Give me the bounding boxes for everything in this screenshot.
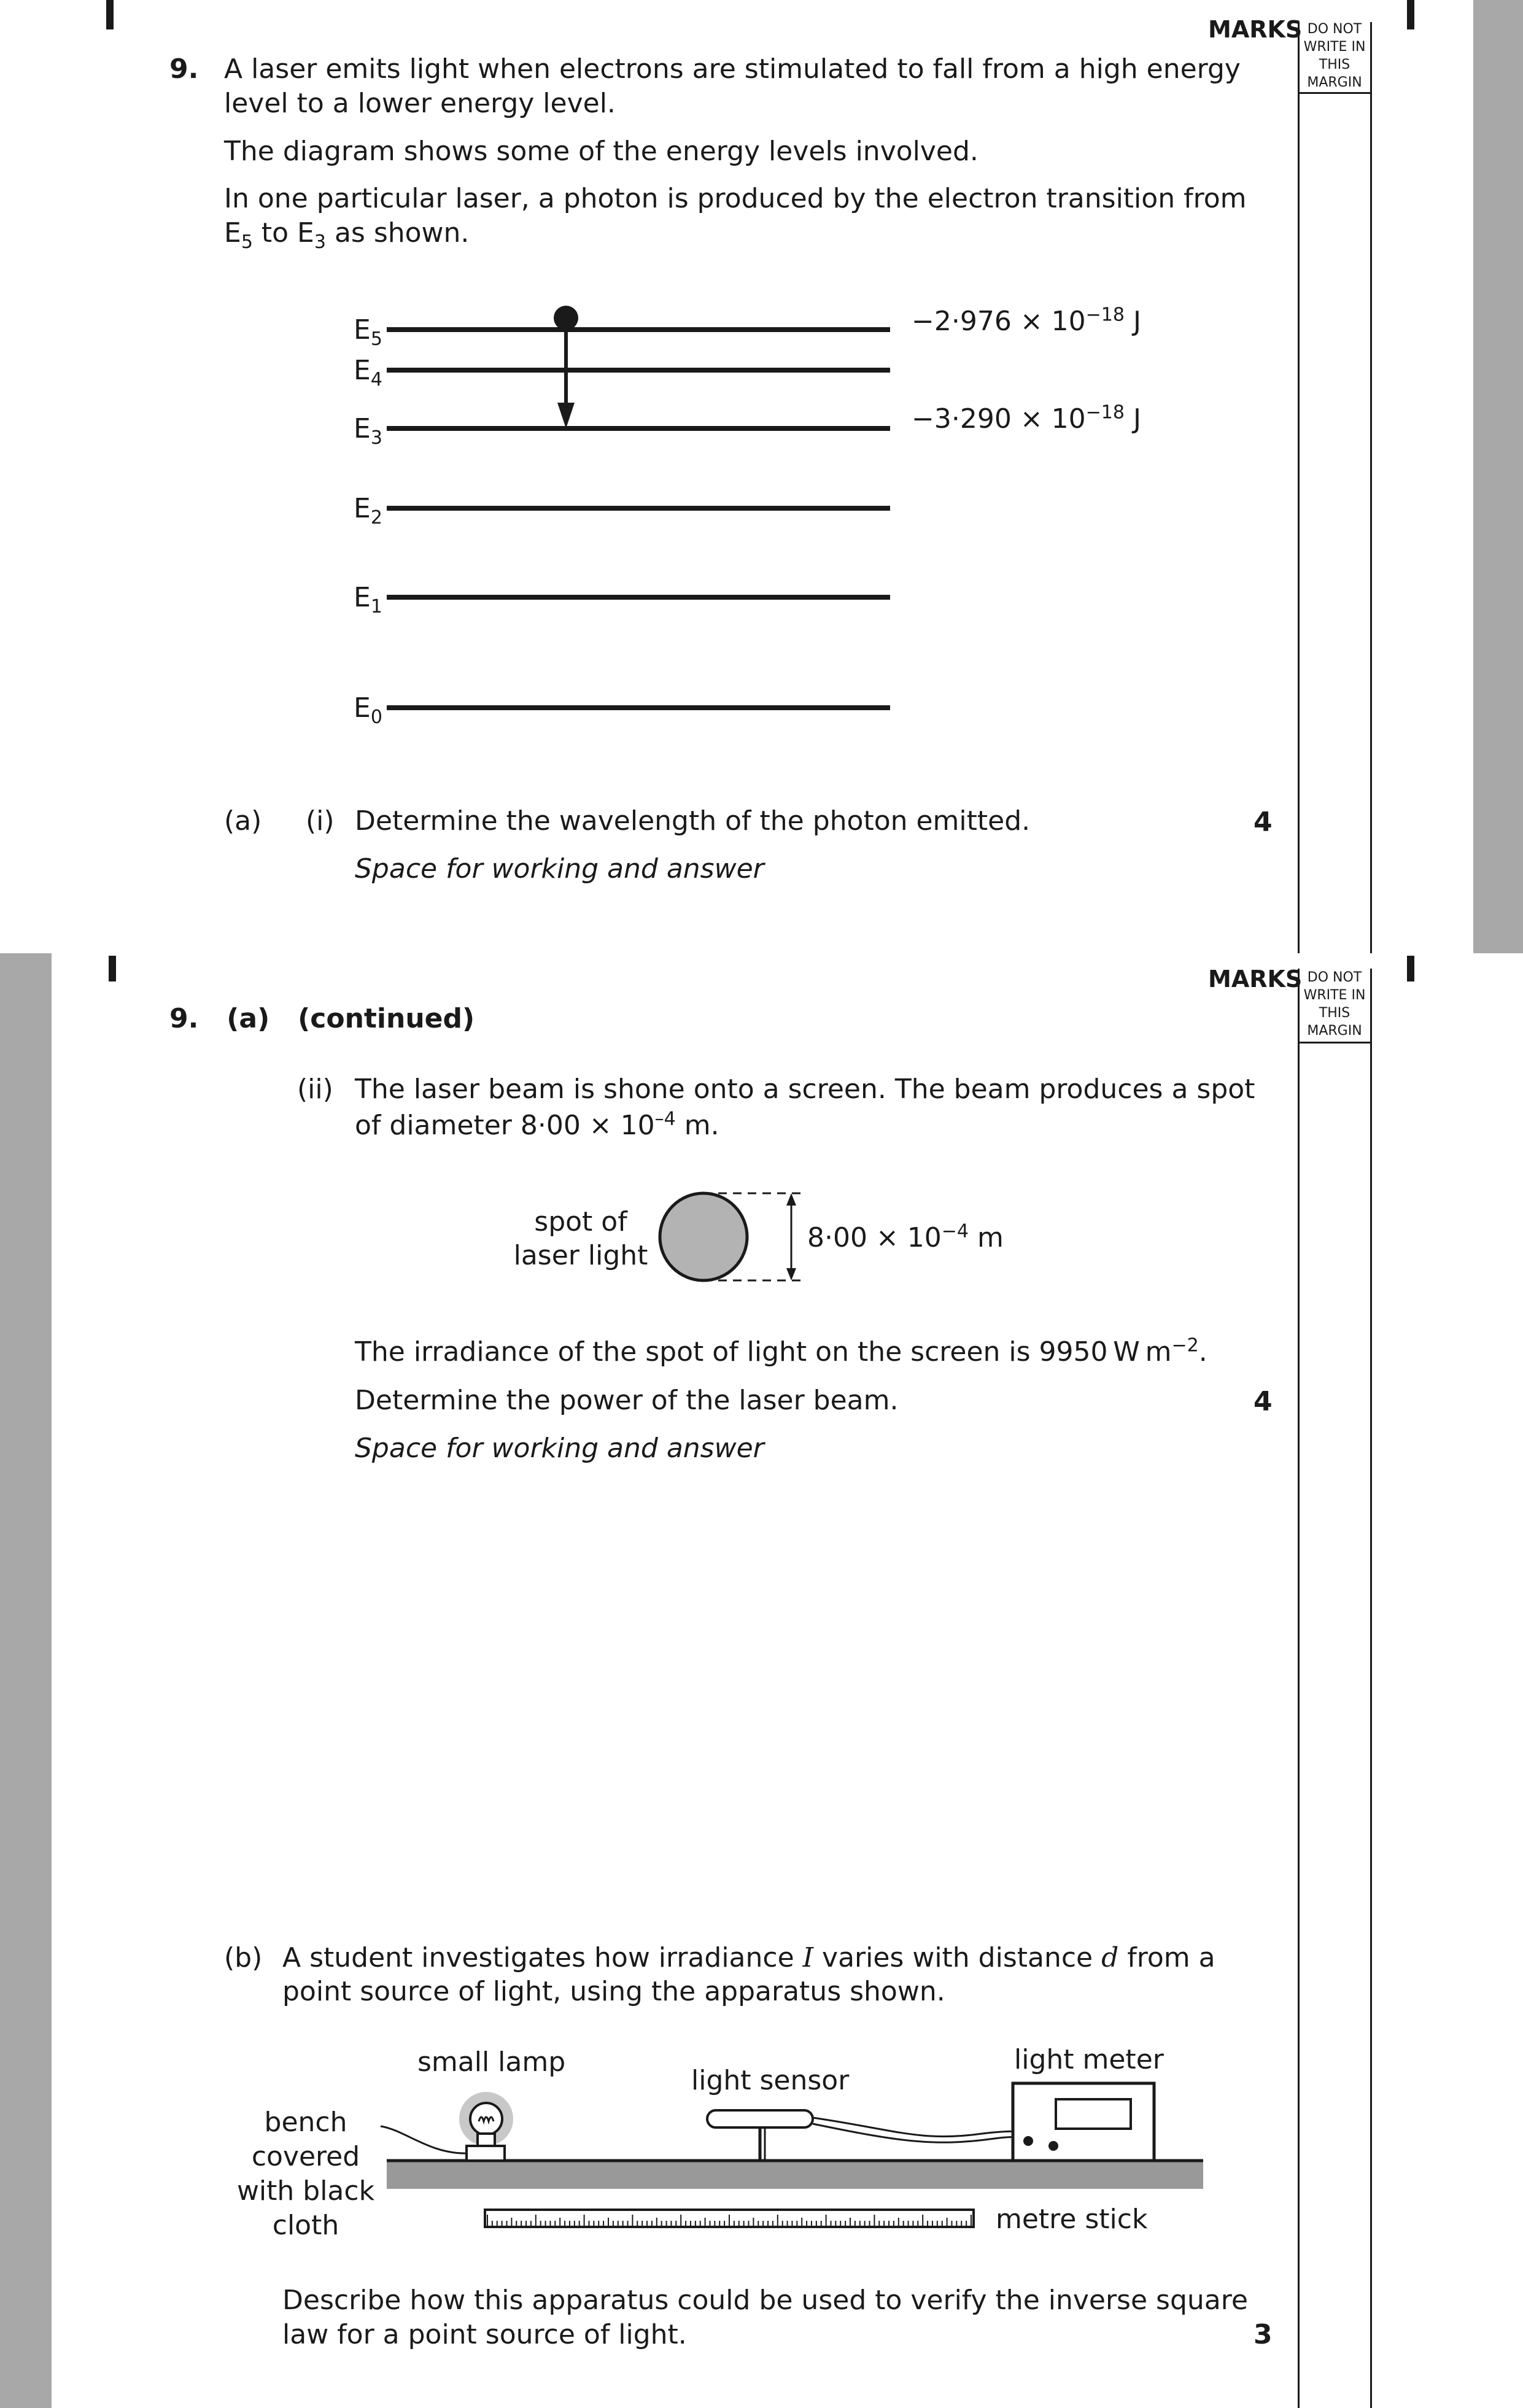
label-light-meter: light meter [1014, 2044, 1164, 2075]
intro-line-2: level to a lower energy level. [224, 88, 616, 119]
part-aii-label: (ii) [297, 1074, 333, 1105]
meter-display [1056, 2099, 1131, 2129]
label-metre-stick: metre stick [996, 2204, 1148, 2235]
part-ai-label: (i) [306, 805, 335, 837]
level-label-e3: $E_3$ [354, 413, 382, 449]
part-ai-text: Determine the wavelength of the photon emitted. [355, 805, 1031, 837]
label-light-sensor: light sensor [691, 2065, 850, 2096]
working-prompt: Space for working and answer [355, 1433, 764, 1464]
working-prompt: Space for working and answer [355, 853, 764, 885]
level-label-e4: $E_4$ [354, 355, 382, 390]
part-aii-marks: 4 [1254, 1386, 1273, 1417]
meter-terminal [1023, 2136, 1033, 2146]
irradiance-statement: The irradiance of the spot of light on the screen is 9950 W $m^{-2}$. [355, 1334, 1207, 1368]
margin-note: DO NOT WRITE IN THIS MARGIN [1303, 21, 1366, 90]
part-b-marks: 3 [1254, 2319, 1273, 2350]
transition-line-2: $E_5$ to $E_3$ as shown. [224, 217, 470, 253]
level-label-e1: $E_1$ [354, 582, 382, 617]
marks-header: MARKS [1208, 966, 1303, 993]
spot-label-line-2: laser light [513, 1240, 648, 1271]
spot-label-line-1: spot of [534, 1206, 627, 1237]
transition-line-1: In one particular laser, a photon is produced by the electron transition from [224, 183, 1247, 214]
level-label-e0: $E_0$ [354, 692, 382, 728]
part-ai-marks: 4 [1254, 807, 1273, 838]
lamp-bulb [470, 2103, 502, 2135]
energy-value-e5: $-2\cdot 976 \times 10^{-18}$ J [912, 304, 1141, 337]
describe-line-1: Describe how this apparatus could be used to verify the inverse square [282, 2285, 1248, 2316]
label-bench: bench covered with black cloth [236, 2107, 375, 2241]
level-label-e5: $E_5$ [354, 314, 382, 350]
aii-line-2: of diameter $8\cdot 00 \times 10^{-4}$ m. [355, 1108, 719, 1141]
diagram-intro: The diagram shows some of the energy levels involved. [224, 136, 979, 167]
label-small-lamp: small lamp [417, 2046, 566, 2078]
lamp-base [467, 2146, 505, 2161]
power-prompt: Determine the power of the laser beam. [355, 1385, 899, 1416]
intro-line-1: A laser emits light when electrons are stimulated to fall from a high energy [224, 53, 1241, 85]
describe-line-2: law for a point source of light. [282, 2319, 687, 2350]
energy-value-e3: $-3\cdot 290 \times 10^{-18}$ J [912, 401, 1141, 435]
question-number: 9. [169, 53, 199, 85]
light-sensor [707, 2110, 813, 2127]
b-line-1: A student investigates how irradiance I varies with distance d from a [282, 1942, 1215, 1973]
aii-line-1: The laser beam is shone onto a screen. The beam produces a spot [355, 1074, 1255, 1105]
lamp-holder [478, 2134, 495, 2146]
part-a-label: (a) [224, 805, 262, 837]
lamp-cable [381, 2126, 468, 2153]
spot-dimension-label: $8\cdot 00 \times 10^{-4}$ m [807, 1220, 1004, 1253]
marks-header: MARKS [1208, 16, 1303, 43]
continued-heading: 9. (a) (continued) [169, 1003, 475, 1034]
meter-terminal [1048, 2141, 1058, 2151]
b-line-2: point source of light, using the apparatus shown. [282, 1976, 945, 2007]
margin-note: DO NOT WRITE IN THIS MARGIN [1303, 970, 1366, 1039]
bench [387, 2161, 1203, 2189]
part-b-label: (b) [224, 1942, 263, 1973]
level-label-e2: $E_2$ [354, 493, 382, 528]
